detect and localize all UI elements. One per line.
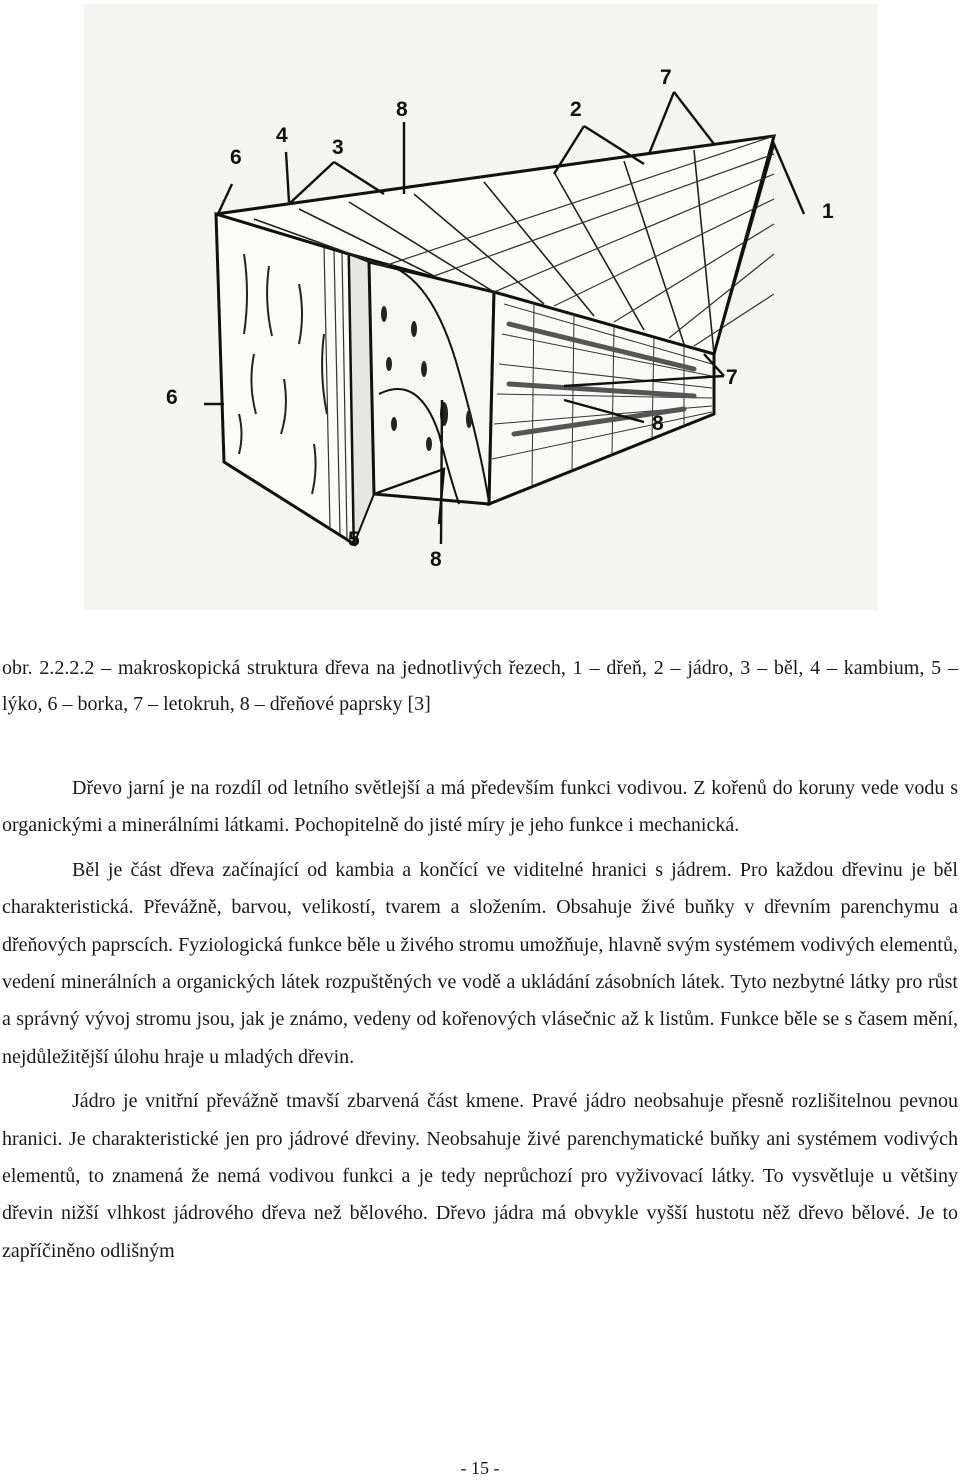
label-5: 5 [348,528,360,551]
body-text [2,770,958,1270]
radial-section [369,262,494,504]
page-number: - 15 - [460,1458,500,1478]
label-2: 2 [570,98,582,121]
label-8-bottom: 8 [430,548,442,571]
label-8-side: 8 [652,412,664,435]
label-3: 3 [332,136,344,159]
label-7-top: 7 [660,66,672,89]
label-6-top: 6 [230,146,242,169]
label-1: 1 [822,200,834,223]
paragraph-3-text: Jádro je vnitřní převážně tmavší zbarvená část kmene. Pravé jádro neobsahuje přesně rozlišitelnou pevnou hranici. Je charakteristické jen pro jádrové dřeviny. Neobsahuje živé parenchymatické buňky ani systémem vodivých elementů, to znamená že nemá vodivou funkci a je tedy neprůchozí pro vyživovací látky. To vysvětluje u většiny dřevin nižší vlhkost jádrového dřeva než bělového. Dřevo jádra má obvykle vyšší hustotu něž dřevo bělové. Je to zapříčiněno odlišným [2,1090,958,1262]
paragraph-1-text: Dřevo jarní je na rozdíl od letního světlejší a má především funkci vodivou. Z kořenů do koruny vede vodu s organickými a minerálními látkami. Pochopitelně do jisté míry je jeho funkce i mechanická. [2,777,958,837]
paragraph-2-text: Běl je část dřeva začínající od kambia a končící ve viditelné hranici s jádrem. Pro každou dřevinu je běl charakteristická. Převážně, barvou, velikostí, tvarem a složením. Obsahuje živé buňky v dřevním parenchymu a dřeňových paprscích. Fyziologická funkce běle u živého stromu umožňuje, hlavně svým systémem vodivých elementů, vedení minerálních a organických látek rozpuštěných ve vodě a ukládání zásobních látek. Tyto nezbytné látky pro růst a správný vývoj stromu jsou, jak je známo, vedeny od kořenových vlásečnic až k listům. Funkce běle se s časem mění, nejdůležitější úlohu hraje u mladých dřevin. [2,858,958,1068]
wood-structure-figure [84,4,878,610]
paragraph-1 [2,770,958,845]
label-6-side: 6 [166,386,178,409]
paragraph-3 [2,1083,958,1270]
wood-block-diagram [84,4,878,610]
label-8-top: 8 [396,98,408,121]
label-7-side: 7 [726,366,738,389]
paragraph-2 [2,852,958,1076]
label-4: 4 [276,124,288,147]
figure-caption: obr. 2.2.2.2 – makroskopická struktura dřeva na jednotlivých řezech, 1 – dřeň, 2 – jádro, 3 – běl, 4 – kambium, 5 – lýko, 6 – borka, 7 – letokruh, 8 – dřeňové paprsky [3] [2,657,958,715]
